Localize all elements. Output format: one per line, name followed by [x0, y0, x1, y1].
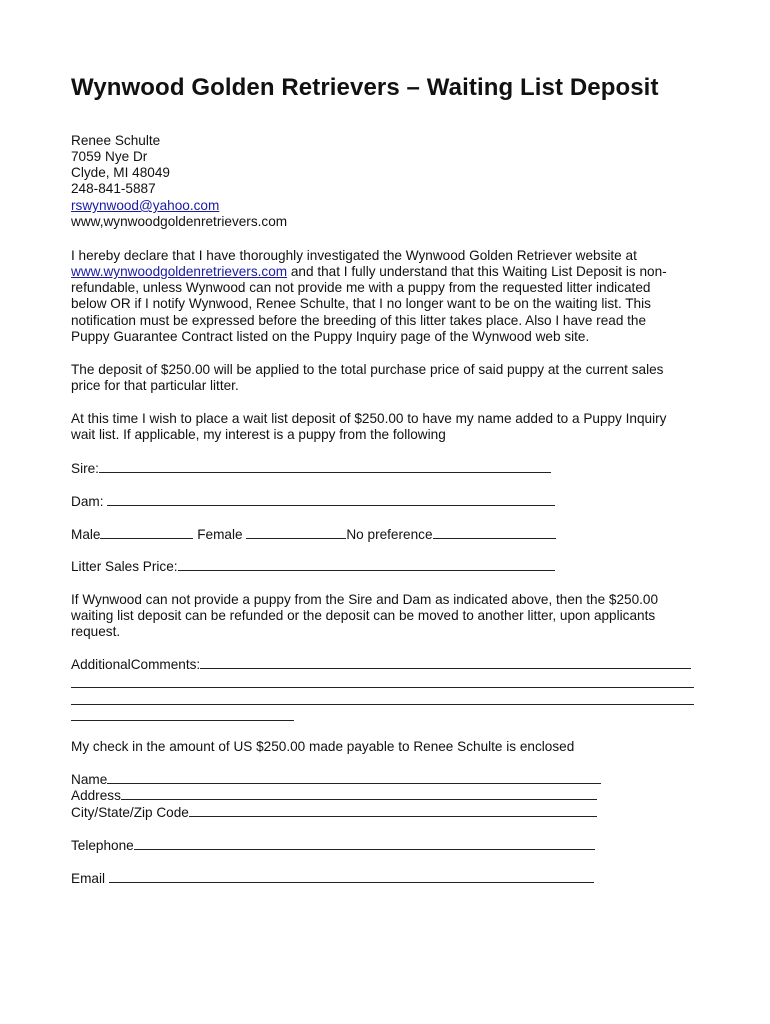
female-input-line[interactable]: [246, 526, 346, 539]
contact-city: Clyde, MI 48049: [71, 165, 170, 180]
telephone-input-line[interactable]: [134, 837, 595, 850]
applicant-email-field: [71, 870, 594, 887]
dam-label: Dam:: [71, 494, 108, 509]
applicant-name-field: [71, 771, 601, 788]
city-state-zip-label: City/State/Zip Code: [71, 805, 189, 820]
no-preference-label: No preference: [346, 527, 433, 542]
declaration-line: refundable, unless Wynwood can not provide me with a puppy from the requested litter indicated: [71, 280, 651, 295]
address-input-line[interactable]: [121, 787, 597, 800]
refund-line: waiting list deposit can be refunded or the deposit can be moved to another litter, upon applicants: [71, 608, 656, 623]
address-label: Address: [71, 788, 121, 803]
sire-input-line[interactable]: [99, 460, 551, 473]
declaration-line-text: and that I fully understand that this Waiting List Deposit is non-: [287, 264, 667, 279]
refund-line: request.: [71, 624, 121, 639]
declaration-line: [71, 264, 667, 280]
applicant-city-field: [71, 804, 597, 821]
comments-field: [71, 656, 691, 673]
email-label: Email: [71, 871, 109, 886]
litter-price-input-line[interactable]: [178, 558, 555, 571]
litter-price-field: [71, 558, 555, 575]
sire-field: [71, 460, 551, 477]
dam-field: [71, 493, 555, 510]
contact-website: www,wynwoodgoldenretrievers.com: [71, 214, 288, 229]
comments-input-line[interactable]: [71, 704, 694, 705]
email-input-line[interactable]: [109, 870, 594, 883]
deposit-line: The deposit of $250.00 will be applied to the total purchase price of said puppy at the current sales: [71, 362, 664, 377]
comments-input-line[interactable]: [71, 687, 694, 688]
female-label: Female: [193, 527, 247, 542]
declaration-line: notification must be expressed before the breeding of this litter takes place. Also I have read the: [71, 313, 647, 328]
sex-preference-field: [71, 526, 556, 543]
check-statement: My check in the amount of US $250.00 made payable to Renee Schulte is enclosed: [71, 739, 575, 754]
male-input-line[interactable]: [100, 526, 193, 539]
comments-input-line[interactable]: [71, 720, 294, 721]
dam-input-line[interactable]: [107, 493, 555, 506]
litter-price-label: Litter Sales Price:: [71, 559, 178, 574]
applicant-address-field: [71, 787, 597, 804]
contact-name: Renee Schulte: [71, 133, 161, 148]
name-label: Name: [71, 772, 108, 787]
declaration-line: Puppy Guarantee Contract listed on the Puppy Inquiry page of the Wynwood web site.: [71, 329, 590, 344]
refund-line: If Wynwood can not provide a puppy from the Sire and Dam as indicated above, then the $250.00: [71, 592, 659, 607]
comments-label: AdditionalComments:: [71, 657, 201, 672]
contact-phone: 248-841-5887: [71, 181, 156, 196]
contact-street: 7059 Nye Dr: [71, 149, 148, 164]
wait-list-line: At this time I wish to place a wait list deposit of $250.00 to have my name added to a Puppy Inquiry: [71, 411, 667, 426]
applicant-telephone-field: [71, 837, 595, 854]
document-title: Wynwood Golden Retrievers – Waiting List Deposit: [71, 74, 659, 101]
no-preference-input-line[interactable]: [433, 526, 556, 539]
deposit-line: price for that particular litter.: [71, 378, 239, 393]
contact-email-link[interactable]: rswynwood@yahoo.com: [71, 198, 220, 213]
wait-list-line: wait list. If applicable, my interest is a puppy from the following: [71, 427, 446, 442]
website-link[interactable]: www.wynwoodgoldenretrievers.com: [71, 264, 288, 279]
name-input-line[interactable]: [107, 771, 601, 784]
declaration-line: below OR if I notify Wynwood, Renee Schulte, that I no longer want to be on the waiting list. This: [71, 296, 651, 311]
declaration-line: I hereby declare that I have thoroughly investigated the Wynwood Golden Retriever website at: [71, 248, 637, 263]
sire-label: Sire:: [71, 461, 99, 476]
telephone-label: Telephone: [71, 838, 134, 853]
city-state-zip-input-line[interactable]: [189, 804, 597, 817]
male-label: Male: [71, 527, 101, 542]
comments-input-line[interactable]: [200, 656, 691, 669]
